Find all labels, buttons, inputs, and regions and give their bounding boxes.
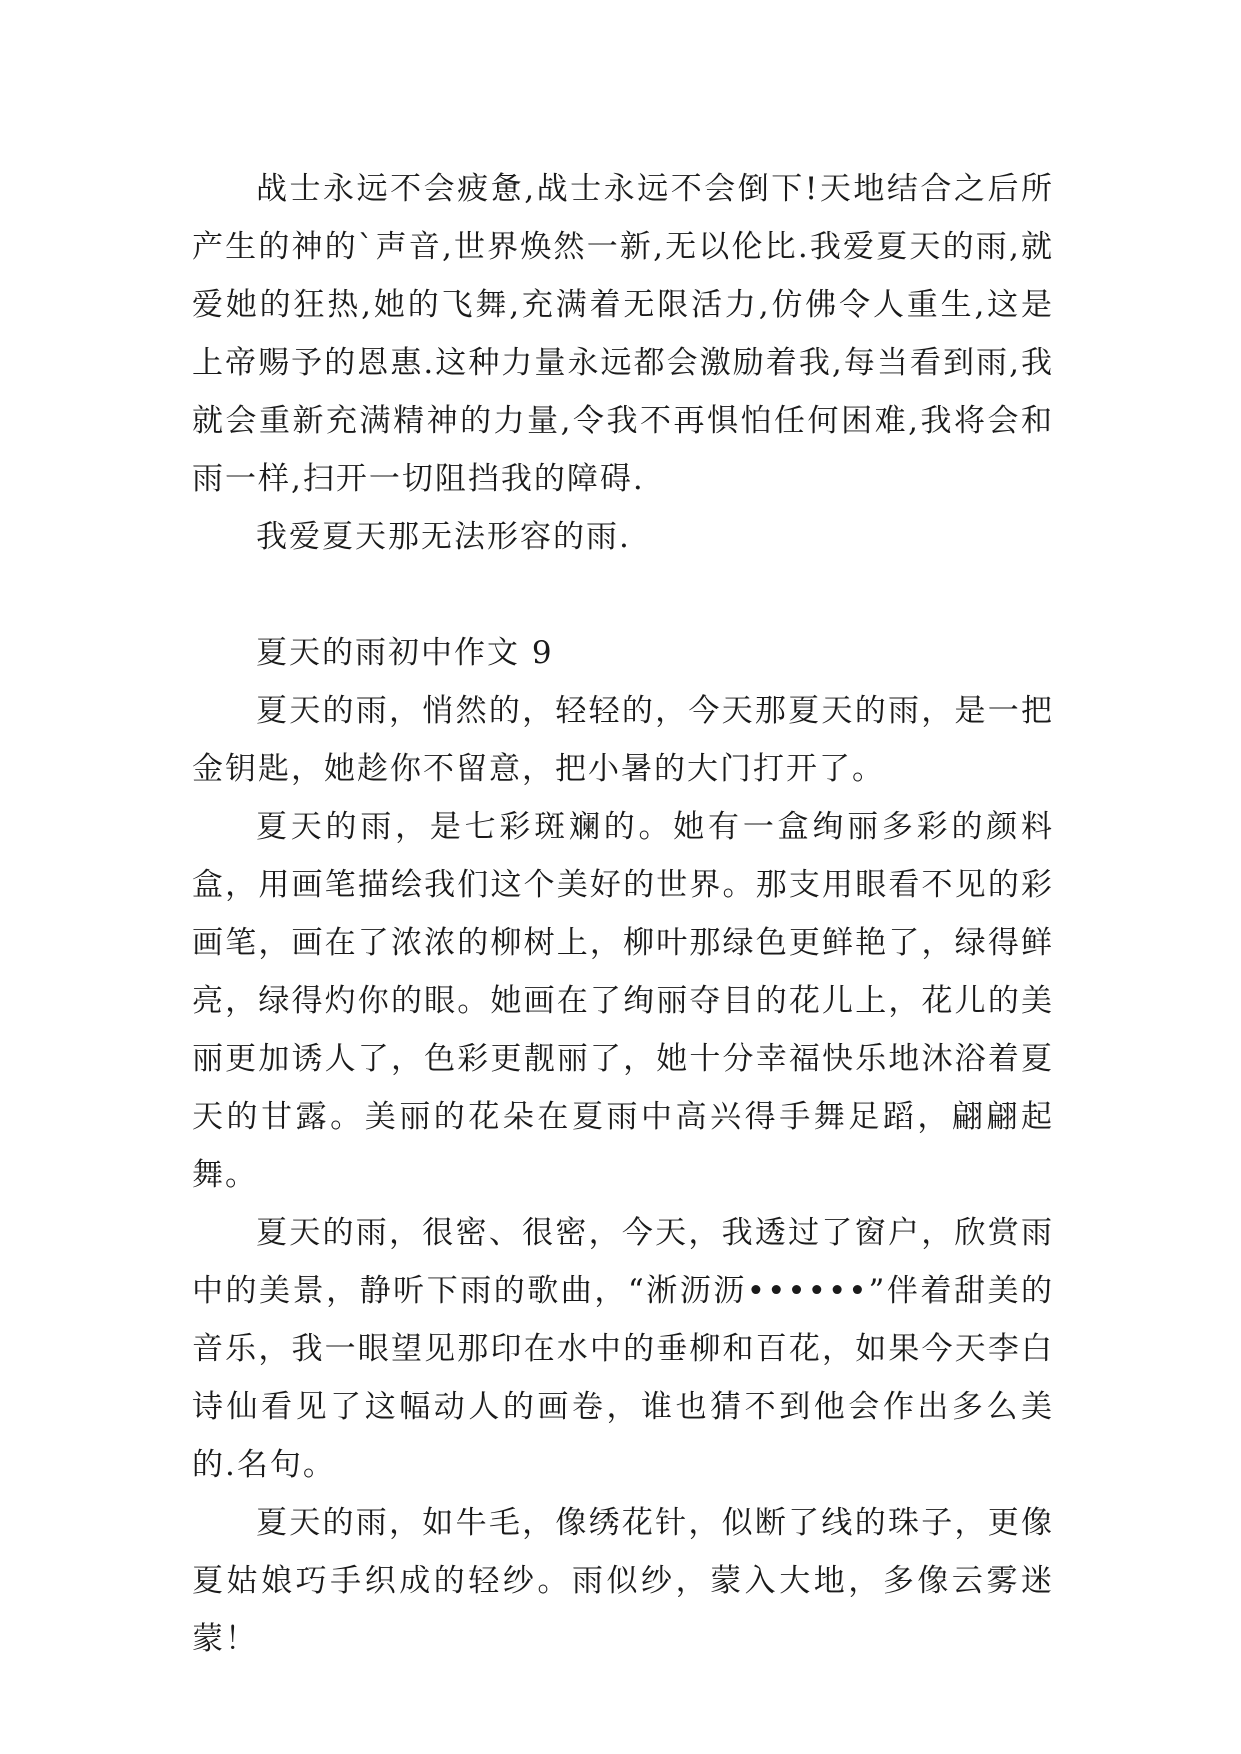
paragraph: 夏天的雨，很密、很密，今天，我透过了窗户，欣赏雨中的美景，静听下雨的歌曲，“淅沥沥••••••”伴着甜美的音乐，我一眼望见那印在水中的垂柳和百花，如果今天李白诗仙看见了这幅动人的画卷，谁也猜不到他会作出多么美的.名句。 [192,1215,1054,1483]
paragraph: 夏天的雨，是七彩斑斓的。她有一盒绚丽多彩的颜料盒，用画笔描绘我们这个美好的世界。那支用眼看不见的彩画笔，画在了浓浓的柳树上，柳叶那绿色更鲜艳了，绿得鲜亮，绿得灼你的眼。她画在了绚丽夺目的花儿上，花儿的美丽更加诱人了，色彩更靓丽了，她十分幸福快乐地沐浴着夏天的甘露。美丽的花朵在夏雨中高兴得手舞足蹈，翩翩起舞。 [192,809,1054,1193]
document-body [192,160,1054,1668]
paragraph: 夏天的雨，如牛毛，像绣花针，似断了线的珠子，更像夏姑娘巧手织成的轻纱。雨似纱，蒙入大地，多像云雾迷蒙！ [192,1505,1054,1657]
section-title: 夏天的雨初中作文 9 [256,635,554,671]
paragraph: 战士永远不会疲惫,战士永远不会倒下!天地结合之后所产生的神的`声音,世界焕然一新,无以伦比.我爱夏天的雨,就爱她的狂热,她的飞舞,充满着无限活力,仿佛令人重生,这是上帝赐予的恩惠.这种力量永远都会激励着我,每当看到雨,我就会重新充满精神的力量,令我不再惧怕任何困难,我将会和雨一样,扫开一切阻挡我的障碍. [192,171,1054,497]
paragraph: 夏天的雨，悄然的，轻轻的，今天那夏天的雨，是一把金钥匙，她趁你不留意，把小暑的大门打开了。 [192,693,1054,787]
paragraph: 我爱夏天那无法形容的雨. [256,519,631,555]
section-spacer [192,566,1054,624]
